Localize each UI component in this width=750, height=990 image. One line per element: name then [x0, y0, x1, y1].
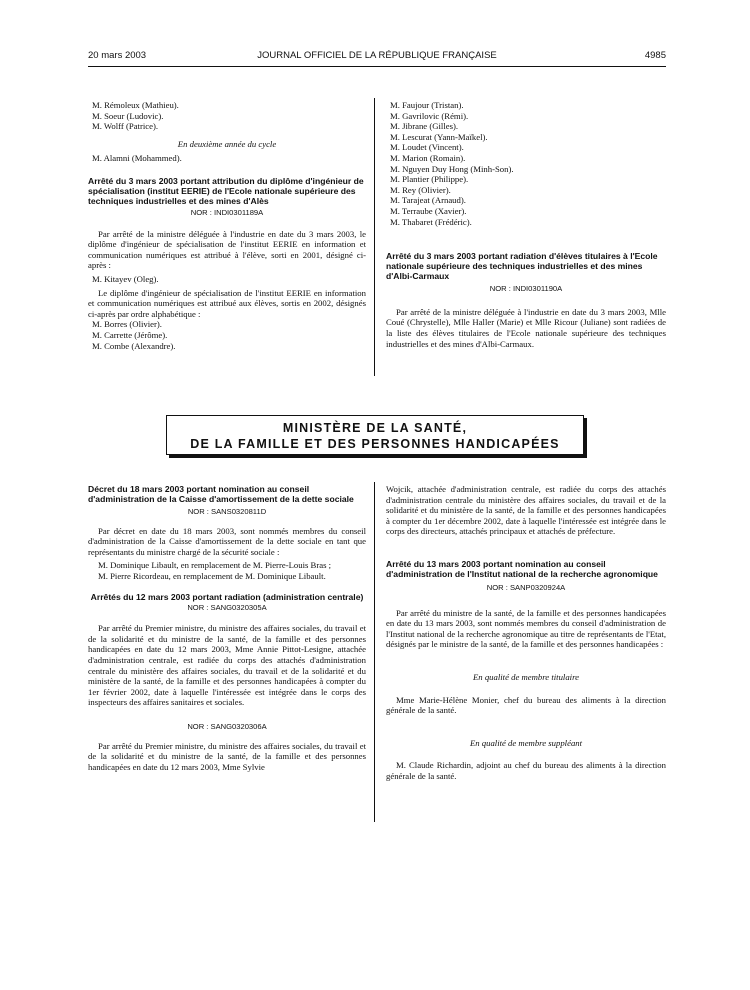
name-line: M. Kitayev (Oleg). [92, 273, 159, 284]
nor-reference: NOR : SANG0320306A [187, 721, 267, 731]
name-line: M. Gavrilovic (Rémi). [390, 110, 469, 121]
name-line: M. Marion (Romain). [390, 152, 466, 163]
section-heading: En qualité de membre suppléant [469, 737, 583, 748]
column-divider-bottom [374, 482, 375, 822]
header-page-number: 4985 [644, 50, 666, 61]
name-line: M. Wolff (Patrice). [92, 121, 159, 132]
nor-reference: NOR : SANG0320305A [187, 602, 267, 612]
name-line: M. Carrette (Jérôme). [92, 329, 168, 340]
ministry-banner [166, 415, 584, 455]
header-journal-title: JOURNAL OFFICIEL DE LA RÉPUBLIQUE FRANÇAISE [257, 50, 497, 61]
name-line: M. Borres (Olivier). [92, 319, 162, 330]
name-line: M. Soeur (Ludovic). [92, 110, 164, 121]
arrete-title: Arrêté du 13 mars 2003 portant nomination au conseil d'administration de l'Institut national de la recherche agronomique [386, 558, 658, 579]
ministry-line-1: MINISTÈRE DE LA SANTÉ, [282, 421, 468, 435]
ministry-line-2: DE LA FAMILLE ET DES PERSONNES HANDICAPÉES [190, 437, 560, 451]
name-line: M. Thabaret (Frédéric). [390, 216, 472, 227]
top-left-column [88, 100, 366, 351]
nor-reference: NOR : SANS0320811D [187, 507, 267, 516]
paragraph: M. Dominique Libault, en remplacement de M. Pierre-Louis Bras ; [98, 560, 332, 571]
top-right-column [386, 100, 666, 349]
arrete-title: Arrêté du 3 mars 2003 portant radiation d'élèves titulaires à l'Ecole nationale supérieure des techniques industrielles et des mines d'Albi-Carmaux [386, 251, 658, 282]
name-line: M. Loudet (Vincent). [390, 142, 464, 153]
column-divider-top [374, 98, 375, 376]
paragraph: Par arrêté du ministre de la santé, de la famille et des personnes handicapées en date du 13 mars 2003, sont nommés membres du conseil d'administration de l'Institut national de la recherche agronomique au titre de représentants de l'Etat, désignés par le ministre de la santé, de la famille et des personnes handicapées : [386, 607, 666, 650]
name-line: M. Faujour (Tristan). [390, 100, 464, 110]
name-line: M. Plantier (Philippe). [390, 174, 469, 185]
paragraph: M. Pierre Ricordeau, en remplacement de M. Dominique Libault. [98, 570, 326, 581]
name-line: M. Nguyen Duy Hong (Minh-Son). [390, 163, 514, 174]
header-date: 20 mars 2003 [88, 50, 147, 61]
section-heading: En qualité de membre titulaire [473, 671, 579, 682]
arretes-title: Arrêtés du 12 mars 2003 portant radiation (administration centrale) [90, 591, 364, 602]
bottom-left-column [88, 484, 366, 772]
nor-reference: NOR : SANP0320924A [486, 582, 566, 592]
name-line: M. Combe (Alexandre). [92, 340, 176, 351]
name-line: M. Terraube (Xavier). [390, 205, 467, 216]
name-line: M. Jibrane (Gilles). [390, 121, 459, 132]
paragraph: Par arrêté du Premier ministre, du ministre des affaires sociales, du travail et de la solidarité et du ministre de la santé, de la famille et des personnes handicapées en date du 12 mars 2003, Mme Annie Pittot-Lesigne, attachée d'administration centrale, est radiée du corps des attachés d'administration centrale du ministère des affaires sociales, du travail et de la solidarité et du ministère de la santé, de la famille et des personnes handicapées à compter du 1er février 2002, date à laquelle l'intéressée est intégrée dans le corps des inspecteurs des affaires sanitaires et sociales. [88, 623, 366, 708]
paragraph: M. Claude Richardin, adjoint au chef du bureau des aliments à la direction générale de la santé. [386, 760, 666, 781]
name-line: M. Alamni (Mohammed). [92, 153, 182, 164]
paragraph: Par arrêté du Premier ministre, du ministre des affaires sociales, du travail et de la solidarité et du ministre de la santé, de la famille et des personnes handicapées en date du 12 mars 2003, Mme Sylvie [88, 740, 366, 772]
name-line: M. Rey (Olivier). [390, 184, 451, 195]
page-header [88, 50, 666, 64]
paragraph: Par arrêté de la ministre déléguée à l'industrie en date du 3 mars 2003, le diplôme d'ingénieur de spécialisation de l'institut EERIE en information et communication numériques est attribué à l'élève, sorti en 2001, désigné ci-après : [88, 228, 366, 271]
name-line: M. Rémoleux (Mathieu). [92, 100, 179, 110]
bottom-right-column [386, 484, 666, 782]
paragraph: Mme Marie-Hélène Monier, chef du bureau des aliments à la direction générale de la santé. [386, 694, 666, 716]
name-line: M. Tarajeat (Arnaud). [390, 195, 466, 206]
nor-reference: NOR : INDI0301189A [190, 207, 264, 217]
decret-title: Décret du 18 mars 2003 portant nomination au conseil d'administration de la Caisse d'amortissement de la dette sociale [88, 484, 354, 504]
name-line: M. Lescurat (Yann-Maïkel). [390, 131, 488, 142]
cycle-heading: En deuxième année du cycle [177, 138, 277, 149]
paragraph: Wojcik, attachée d'administration centrale, est radiée du corps des attachés d'administration centrale du ministère des affaires sociales, du travail et de la solidarité et du ministère de la santé, de la famille et des personnes handicapées à compter du 1er décembre 2002, date à laquelle l'intéressée est intégrée dans le corps des directeurs, attachés principaux et attachés de préfecture. [386, 484, 666, 537]
paragraph: Par arrêté de la ministre déléguée à l'industrie en date du 3 mars 2003, Mlle Coué (Chrystelle), Mlle Haller (Marie) et Mlle Ricour (Juliane) sont radiées de la liste des élèves titulaires de l'Ecole nationale supérieure des techniques industrielles et des mines d'Albi-Carmaux. [386, 306, 666, 349]
header-rule [88, 66, 666, 67]
arrete-title: Arrêté du 3 mars 2003 portant attribution du diplôme d'ingénieur de spécialisation (institut EERIE) de l'Ecole nationale supérieure des techniques industrielles et des mines d'Alès [88, 175, 364, 206]
nor-reference: NOR : INDI0301190A [489, 284, 563, 294]
paragraph: Le diplôme d'ingénieur de spécialisation de l'institut EERIE en information et communication numériques est attribué aux élèves, sortis en 2002, désignés ci-après par ordre alphabétique : [88, 287, 366, 319]
paragraph: Par décret en date du 18 mars 2003, sont nommés membres du conseil d'administration de la Caisse d'amortissement de la dette sociale en tant que représentants du ministre chargé de la sécurité sociale : [88, 525, 366, 557]
